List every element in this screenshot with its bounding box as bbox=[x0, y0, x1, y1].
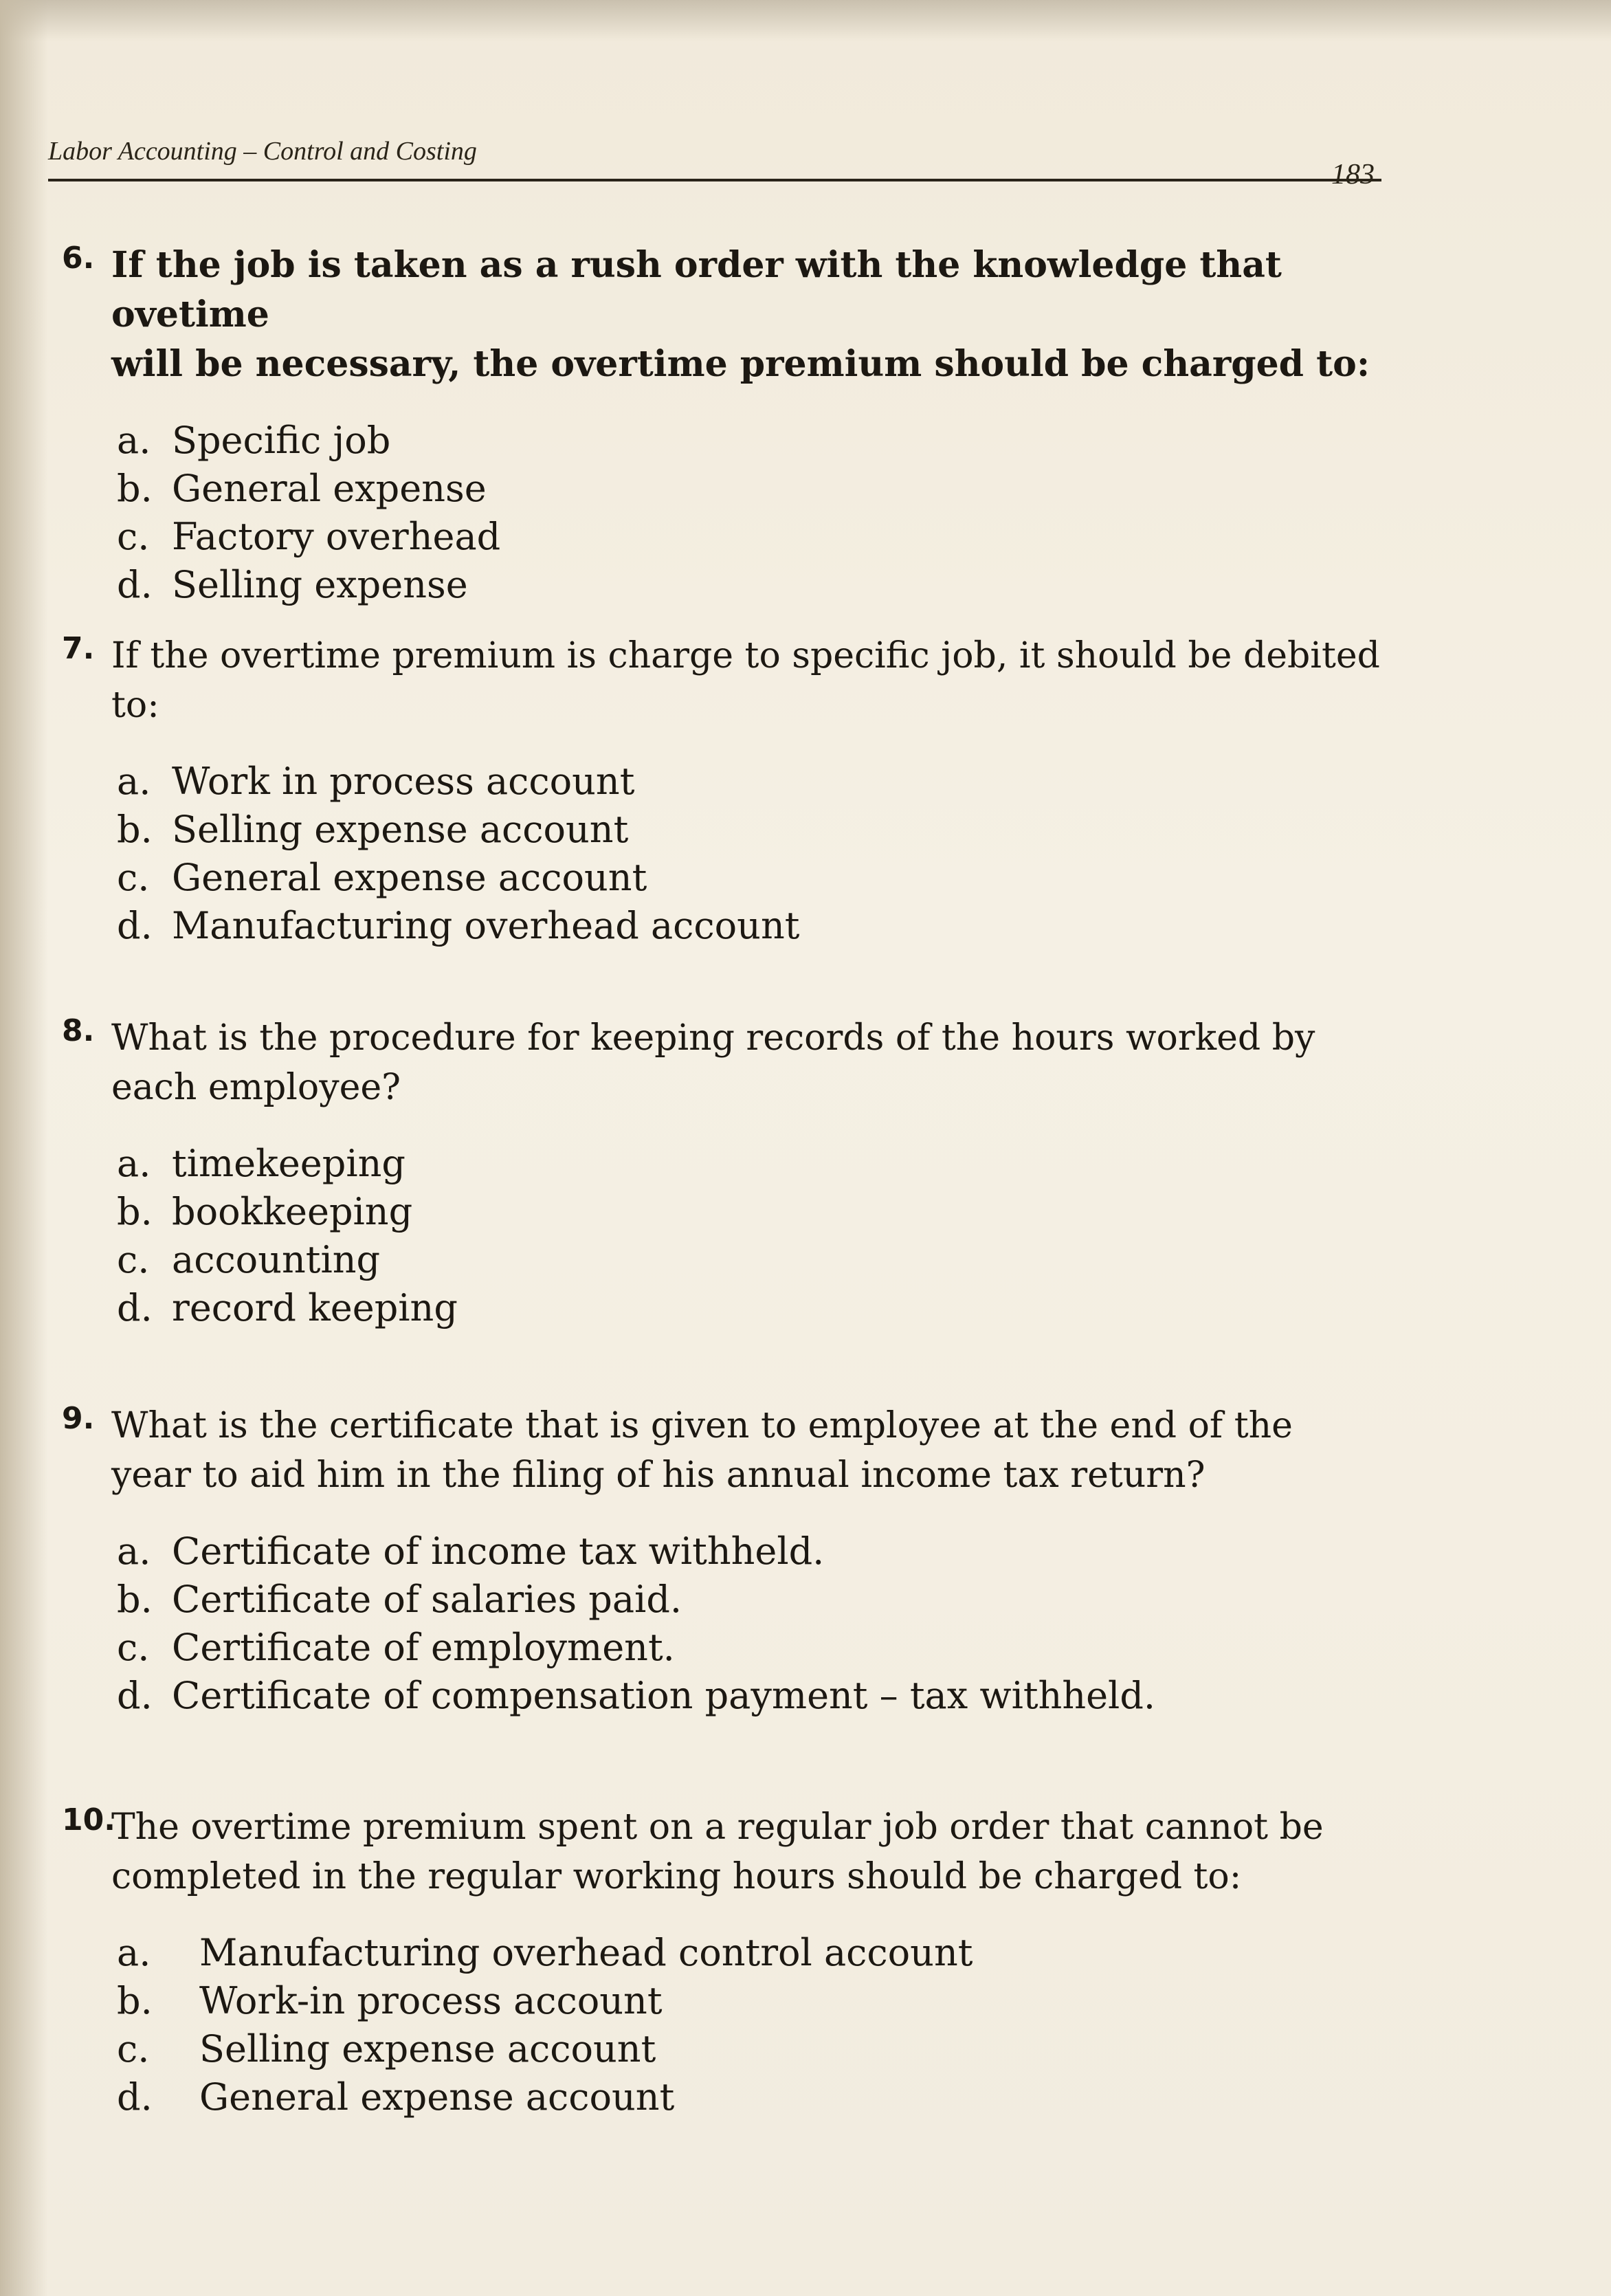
question-text bbox=[111, 241, 1436, 389]
question-text-line: The overtime premium spent on a regular job order that cannot be bbox=[111, 1807, 1324, 1848]
choice-letter: d. bbox=[117, 563, 153, 606]
choice-letter: d. bbox=[117, 1674, 153, 1717]
choice-letter: b. bbox=[117, 467, 153, 510]
choice-text: Manufacturing overhead control account bbox=[199, 1931, 973, 1974]
choice-text: Manufacturing overhead account bbox=[172, 904, 800, 947]
answer-choices bbox=[117, 758, 1436, 950]
question-text-line: each employee? bbox=[111, 1067, 401, 1108]
choice-letter: c. bbox=[117, 1626, 150, 1669]
choice-b bbox=[117, 1576, 1436, 1624]
answer-choices bbox=[117, 417, 1436, 609]
choice-letter: a. bbox=[117, 1530, 151, 1573]
choice-letter: a. bbox=[117, 419, 151, 462]
choice-letter: c. bbox=[117, 1238, 150, 1281]
choice-d bbox=[117, 1284, 1436, 1332]
choice-text: record keeping bbox=[172, 1286, 458, 1329]
choice-c bbox=[117, 854, 1436, 902]
question-number: 7. bbox=[62, 631, 95, 666]
choice-text: General expense account bbox=[172, 856, 647, 899]
choice-letter: c. bbox=[117, 515, 150, 558]
choice-letter: a. bbox=[117, 1142, 151, 1185]
question-text-line: If the job is taken as a rush order with the knowledge that ovetime bbox=[111, 244, 1282, 335]
choice-letter: c. bbox=[117, 856, 150, 899]
choice-text: timekeeping bbox=[172, 1142, 405, 1185]
choice-text: Factory overhead bbox=[172, 515, 501, 558]
choice-b bbox=[117, 465, 1436, 513]
choice-letter: a. bbox=[117, 1931, 151, 1974]
choice-c bbox=[117, 1624, 1436, 1672]
choice-letter: b. bbox=[117, 808, 153, 851]
question-text-line: year to aid him in the filing of his annual income tax return? bbox=[111, 1455, 1206, 1496]
question-9 bbox=[62, 1401, 1436, 1720]
choice-text: Selling expense account bbox=[172, 808, 629, 851]
question-text-line: What is the certificate that is given to employee at the end of the bbox=[111, 1405, 1293, 1446]
choice-text: Certificate of salaries paid. bbox=[172, 1578, 682, 1621]
choice-text: Work-in process account bbox=[199, 1979, 663, 2022]
choice-letter: d. bbox=[117, 2075, 153, 2119]
choice-letter: d. bbox=[117, 1286, 153, 1329]
question-text bbox=[111, 631, 1436, 730]
question-6 bbox=[62, 241, 1436, 609]
choice-c bbox=[117, 1236, 1436, 1284]
choice-b bbox=[117, 806, 1436, 854]
choice-a bbox=[117, 758, 1436, 806]
answer-choices bbox=[117, 1140, 1436, 1332]
choice-text: accounting bbox=[172, 1238, 381, 1281]
choice-text: Certificate of employment. bbox=[172, 1626, 675, 1669]
choice-letter: c. bbox=[117, 2027, 150, 2071]
question-text-line: completed in the regular working hours should be charged to: bbox=[111, 1856, 1242, 1897]
choice-d bbox=[117, 561, 1436, 609]
question-10 bbox=[62, 1802, 1436, 2121]
choice-a bbox=[117, 1140, 1436, 1188]
choice-text: Selling expense account bbox=[199, 2027, 656, 2071]
choice-text: Certificate of income tax withheld. bbox=[172, 1530, 825, 1573]
choice-letter: b. bbox=[117, 1578, 153, 1621]
choice-a bbox=[117, 1527, 1436, 1576]
choice-letter: b. bbox=[117, 1190, 153, 1233]
choice-letter: d. bbox=[117, 904, 153, 947]
question-text-line: will be necessary, the overtime premium should be charged to: bbox=[111, 343, 1370, 385]
question-text bbox=[111, 1802, 1436, 1901]
question-text bbox=[111, 1013, 1436, 1112]
choice-a bbox=[117, 1929, 1436, 1977]
page-number: 183 bbox=[1331, 159, 1375, 190]
question-text-line: If the overtime premium is charge to specific job, it should be debited bbox=[111, 635, 1380, 676]
question-number: 9. bbox=[62, 1401, 95, 1436]
question-number: 10. bbox=[62, 1802, 115, 1837]
running-title: Labor Accounting – Control and Costing bbox=[48, 137, 477, 166]
choice-d bbox=[117, 902, 1436, 950]
choice-d bbox=[117, 1672, 1436, 1720]
answer-choices bbox=[117, 1929, 1436, 2121]
choice-d bbox=[117, 2073, 1436, 2121]
choice-letter: b. bbox=[117, 1979, 153, 2022]
choice-text: Certificate of compensation payment – tax withheld. bbox=[172, 1674, 1156, 1717]
choice-a bbox=[117, 417, 1436, 465]
choice-text: Work in process account bbox=[172, 760, 635, 803]
question-number: 6. bbox=[62, 241, 95, 276]
choice-text: General expense bbox=[172, 467, 487, 510]
page-left-edge bbox=[0, 0, 48, 2296]
choice-text: Selling expense bbox=[172, 563, 468, 606]
choice-c bbox=[117, 2025, 1436, 2073]
running-header bbox=[48, 124, 1381, 190]
question-text bbox=[111, 1401, 1436, 1500]
choice-text: Specific job bbox=[172, 419, 391, 462]
question-7 bbox=[62, 631, 1436, 950]
question-text-line: to: bbox=[111, 685, 159, 726]
answer-choices bbox=[117, 1527, 1436, 1720]
choice-text: General expense account bbox=[199, 2075, 675, 2119]
question-text-line: What is the procedure for keeping records of the hours worked by bbox=[111, 1017, 1315, 1059]
choice-b bbox=[117, 1977, 1436, 2025]
choice-b bbox=[117, 1188, 1436, 1236]
choice-text: bookkeeping bbox=[172, 1190, 413, 1233]
choice-letter: a. bbox=[117, 760, 151, 803]
choice-c bbox=[117, 513, 1436, 561]
question-number: 8. bbox=[62, 1013, 95, 1048]
page-top-edge bbox=[0, 0, 1611, 41]
question-8 bbox=[62, 1013, 1436, 1332]
